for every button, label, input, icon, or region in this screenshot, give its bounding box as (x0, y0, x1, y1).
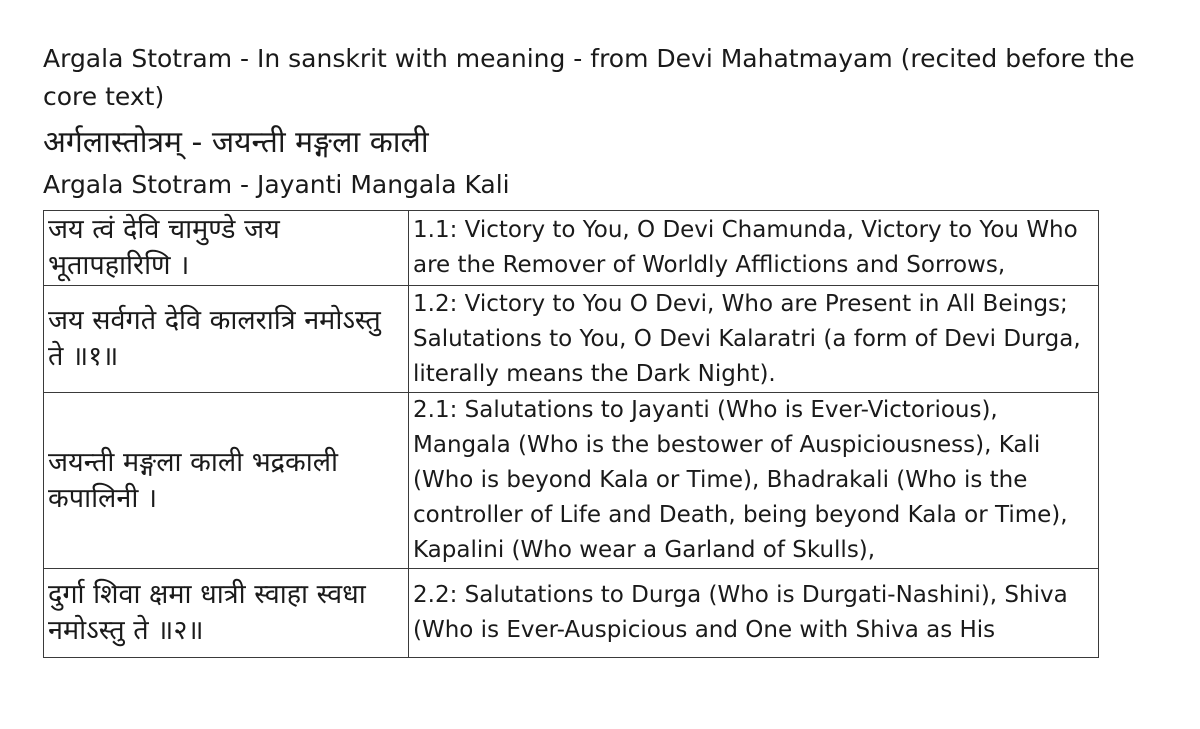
sanskrit-verse-cell: दुर्गा शिवा क्षमा धात्री स्वाहा स्वधा नमोऽस्तु ते ॥२॥ (44, 569, 409, 658)
document-subtitle: Argala Stotram - Jayanti Mangala Kali (43, 170, 510, 199)
sanskrit-verse-cell: जयन्ती मङ्गला काली भद्रकाली कपालिनी । (44, 393, 409, 569)
table-row (44, 393, 1099, 569)
meaning-cell: 2.1: Salutations to Jayanti (Who is Ever-Victorious), Mangala (Who is the bestower of Auspiciousness), Kali (Who is beyond Kala or Time), Bhadrakali (Who is the controller of Life and Death, being beyond Kala or Time), Kapalini (Who wear a Garland of Skulls), (409, 393, 1099, 569)
table-row (44, 569, 1099, 658)
sanskrit-verse-cell: जय सर्वगते देवि कालरात्रि नमोऽस्तु ते ॥१॥ (44, 286, 409, 393)
document-page (43, 40, 1158, 658)
sanskrit-verse-cell: जय त्वं देवि चामुण्डे जय भूतापहारिणि । (44, 211, 409, 286)
table-row (44, 211, 1099, 286)
meaning-cell: 2.2: Salutations to Durga (Who is Durgati-Nashini), Shiva (Who is Ever-Auspicious and One with Shiva as His (409, 569, 1099, 658)
verse-table (43, 210, 1099, 658)
meaning-cell: 1.1: Victory to You, O Devi Chamunda, Victory to You Who are the Remover of Worldly Afflictions and Sorrows, (409, 211, 1099, 286)
sanskrit-heading: अर्गलास्तोत्रम् - जयन्ती मङ्गला काली (43, 125, 429, 160)
table-row (44, 286, 1099, 393)
document-title: Argala Stotram - In sanskrit with meaning - from Devi Mahatmayam (recited before the core text) (43, 44, 1135, 111)
meaning-cell: 1.2: Victory to You O Devi, Who are Present in All Beings; Salutations to You, O Devi Kalaratri (a form of Devi Durga, literally means the Dark Night). (409, 286, 1099, 393)
